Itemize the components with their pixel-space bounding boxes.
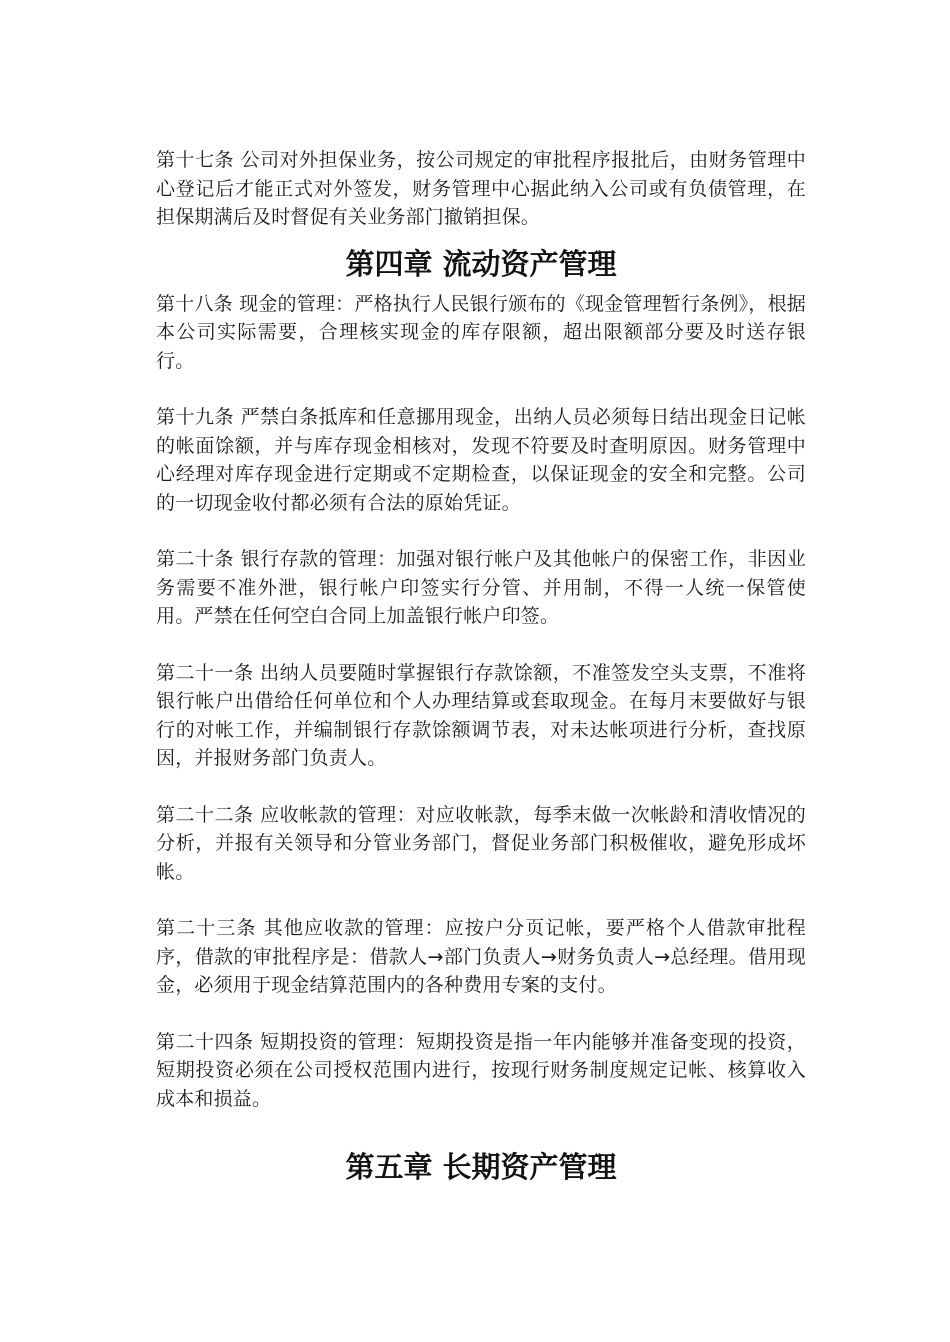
- document-page: [156, 146, 806, 1187]
- article-21: 第二十一条 出纳人员要随时掌握银行存款馀额，不准签发空头支票，不准将银行帐户出借给任何单位和个人办理结算或套取现金。在每月末要做好与银行的对帐工作，并编制银行存款馀额调节表，对未达帐项进行分析，查找原因，并报财务部门负责人。: [156, 661, 806, 769]
- chapter-5-title: 第五章 长期资产管理: [345, 1150, 617, 1184]
- paragraph-gap: [156, 773, 806, 801]
- article-20: 第二十条 银行存款的管理：加强对银行帐户及其他帐户的保密工作，非因业务需要不准外泄，银行帐户印签实行分管、并用制，不得一人统一保管使用。严禁在任何空白合同上加盖银行帐户印签。: [156, 548, 806, 627]
- paragraph-gap: [156, 886, 806, 914]
- article-22: 第二十二条 应收帐款的管理：对应收帐款，每季末做一次帐龄和清收情况的分析，并报有关领导和分管业务部门，督促业务部门积极催收，避免形成坏帐。: [156, 803, 806, 883]
- paragraph-gap: [156, 517, 806, 545]
- chapter-4-title: 第四章 流动资产管理: [345, 246, 617, 281]
- article-19: 第十九条 严禁白条抵库和任意挪用现金，出纳人员必须每日结出现金日记帐的帐面馀额，并与库存现金相核对，发现不符要及时查明原因。财务管理中心经理对库存现金进行定期或不定期检查，以保证现金的安全和完整。公司的一切现金收付都必须有合法的原始凭证。: [156, 406, 806, 514]
- paragraph-gap: [156, 631, 806, 659]
- paragraph-gap: [156, 1000, 806, 1028]
- article-17: 第十七条 公司对外担保业务，按公司规定的审批程序报批后，由财务管理中心登记后才能正式对外签发，财务管理中心据此纳入公司或有负债管理，在担保期满后及时督促有关业务部门撤销担保。: [156, 149, 806, 228]
- article-23: 第二十三条 其他应收款的管理：应按户分页记帐，要严格个人借款审批程序，借款的审批程序是：借款人→部门负责人→财务负责人→总经理。借用现金，必须用于现金结算范围内的各种费用专案的支付。: [156, 917, 806, 996]
- paragraph-gap: [156, 375, 806, 403]
- article-18: 第十八条 现金的管理：严格执行人民银行颁布的《现金管理暂行条例》，根据本公司实际需要，合理核实现金的库存限额，超出限额部分要及时送存银行。: [156, 292, 806, 372]
- article-24: 第二十四条 短期投资的管理：短期投资是指一年内能够并准备变现的投资，短期投资必须在公司授权范围内进行，按现行财务制度规定记帐、核算收入成本和损益。: [156, 1030, 806, 1110]
